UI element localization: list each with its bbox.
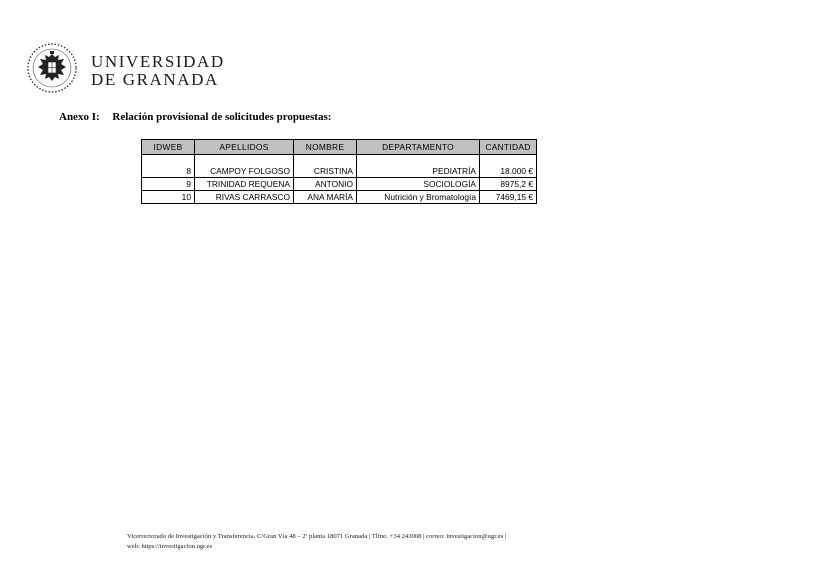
footer-line-2: web: https://investigacion.ugr.es [127, 543, 213, 550]
table-spacer-row [142, 155, 537, 166]
university-logo-text [91, 53, 225, 88]
cell-nombre: ANTONIO [294, 178, 357, 191]
cell-nombre: CRISTINA [294, 165, 357, 178]
logo-line-1: UNIVERSIDAD [91, 52, 225, 71]
column-header-idweb: IDWEB [142, 140, 195, 155]
annex-label: Anexo I: [59, 111, 100, 123]
column-header-nombre: NOMBRE [294, 140, 357, 155]
table-row [142, 165, 537, 178]
column-header-cantidad: CANTIDAD [480, 140, 537, 155]
cell-cantidad: 7469,15 € [480, 191, 537, 204]
cell-departamento: PEDIATRÍA [357, 165, 480, 178]
cell-idweb: 8 [142, 165, 195, 178]
cell-departamento: SOCIOLOGÍA [357, 178, 480, 191]
cell-idweb: 9 [142, 178, 195, 191]
annex-heading [59, 111, 331, 123]
table-header-row [142, 140, 537, 155]
column-header-apellidos: APELLIDOS [195, 140, 294, 155]
table-row [142, 191, 537, 204]
cell-departamento: Nutrición y Bromatología [357, 191, 480, 204]
cell-idweb: 10 [142, 191, 195, 204]
page-footer [127, 532, 506, 552]
cell-apellidos: RIVAS CARRASCO [195, 191, 294, 204]
university-seal-icon [26, 42, 78, 94]
cell-nombre: ANA MARÍA [294, 191, 357, 204]
column-header-departamento: DEPARTAMENTO [357, 140, 480, 155]
cell-apellidos: CAMPOY FOLGOSO [195, 165, 294, 178]
cell-apellidos: TRINIDAD REQUENA [195, 178, 294, 191]
table-row [142, 178, 537, 191]
annex-title: Relación provisional de solicitudes propuestas: [112, 111, 332, 123]
cell-cantidad: 8975,2 € [480, 178, 537, 191]
logo-line-2: DE GRANADA [91, 70, 219, 89]
cell-cantidad: 18.000 € [480, 165, 537, 178]
footer-line-1: Vicerrectorado de Investigación y Transferencia. C/Gran Vía 48 – 2ª planta 18071 Granada | Tlfno. +34 243008 | correo: investigacion@ugr.es | [127, 533, 507, 540]
applications-table [141, 139, 537, 204]
